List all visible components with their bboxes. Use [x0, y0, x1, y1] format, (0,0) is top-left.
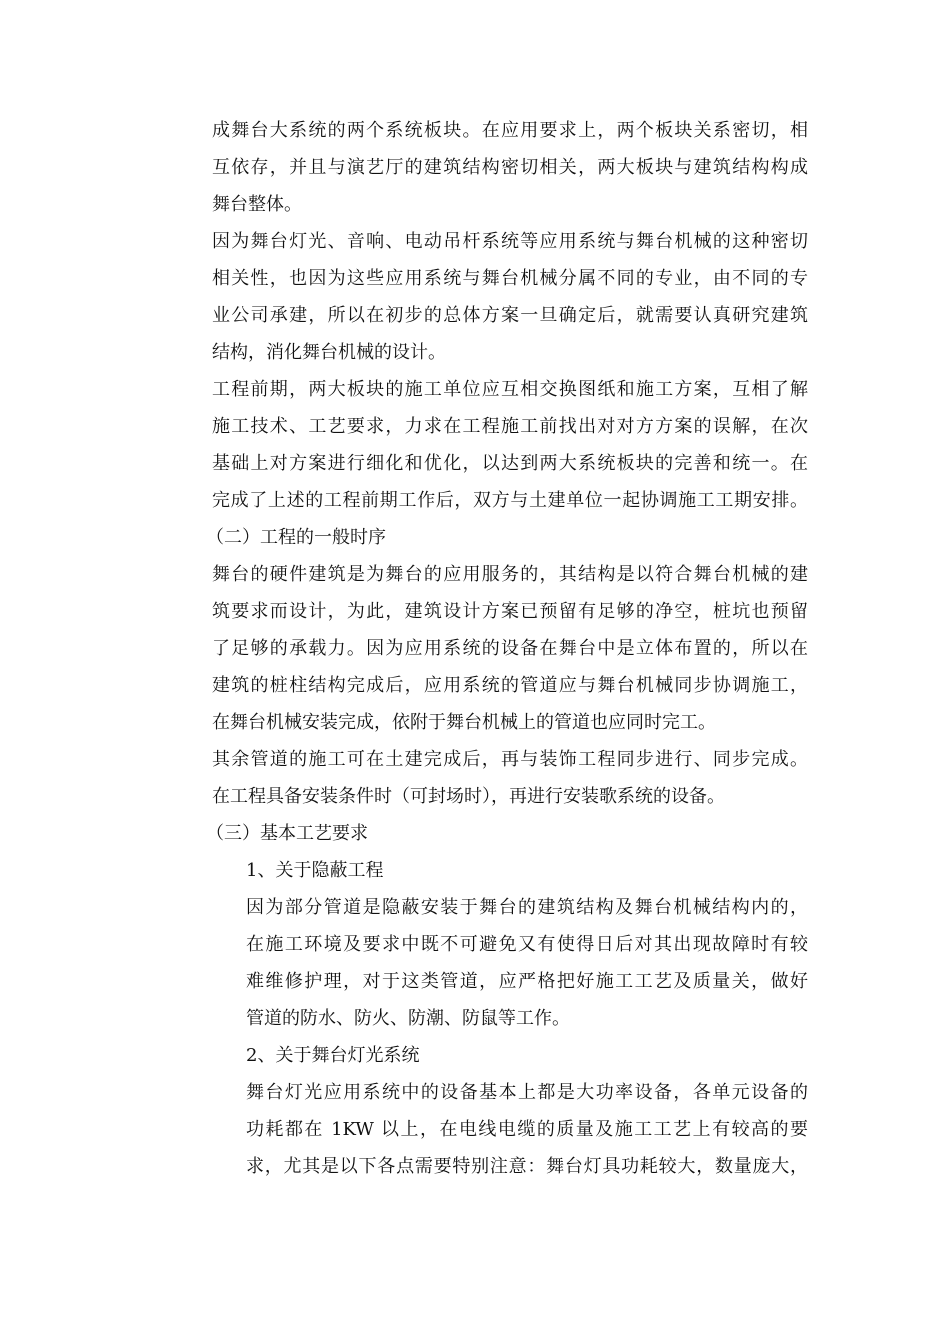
paragraph-line: 筑要求而设计，为此，建筑设计方案已预留有足够的净空，桩坑也预留: [212, 601, 808, 622]
subsection-heading: 1、关于隐蔽工程: [246, 860, 384, 881]
paragraph-line: 基础上对方案进行细化和优化，以达到两大系统板块的完善和统一。在: [212, 453, 808, 474]
paragraph-line: 工程前期，两大板块的施工单位应互相交换图纸和施工方案，互相了解: [212, 379, 808, 400]
paragraph-line: 因为部分管道是隐蔽安装于舞台的建筑结构及舞台机械结构内的，: [246, 897, 808, 918]
paragraph-line: 结构，消化舞台机械的设计。: [212, 342, 446, 363]
paragraph-line: 施工技术、工艺要求，力求在工程施工前找出对对方方案的误解，在次: [212, 416, 808, 437]
paragraph-line: 成舞台大系统的两个系统板块。在应用要求上，两个板块关系密切，相: [212, 120, 808, 141]
paragraph-line: 功耗都在 1KW 以上，在电线电缆的质量及施工工艺上有较高的要: [246, 1119, 808, 1140]
section-heading: （二）工程的一般时序: [206, 527, 386, 548]
paragraph-line: 难维修护理，对于这类管道，应严格把好施工工艺及质量关，做好: [246, 971, 808, 992]
paragraph-line: 舞台整体。: [212, 194, 302, 215]
paragraph-line: 管道的防水、防火、防潮、防鼠等工作。: [246, 1008, 570, 1029]
paragraph-line: 了足够的承载力。因为应用系统的设备在舞台中是立体布置的，所以在: [212, 638, 808, 659]
section-heading: （三）基本工艺要求: [206, 823, 368, 844]
paragraph-line: 求，尤其是以下各点需要特别注意：舞台灯具功耗较大，数量庞大，: [246, 1156, 808, 1177]
paragraph-line: 建筑的桩柱结构完成后，应用系统的管道应与舞台机械同步协调施工，: [212, 675, 808, 696]
paragraph-line: 舞台灯光应用系统中的设备基本上都是大功率设备，各单元设备的: [246, 1082, 808, 1103]
paragraph-line: 因为舞台灯光、音响、电动吊杆系统等应用系统与舞台机械的这种密切: [212, 231, 808, 252]
paragraph-line: 互依存，并且与演艺厅的建筑结构密切相关，两大板块与建筑结构构成: [212, 157, 808, 178]
paragraph-line: 完成了上述的工程前期工作后，双方与土建单位一起协调施工工期安排。: [212, 490, 808, 511]
paragraph-line: 相关性，也因为这些应用系统与舞台机械分属不同的专业，由不同的专: [212, 268, 808, 289]
paragraph-line: 舞台的硬件建筑是为舞台的应用服务的，其结构是以符合舞台机械的建: [212, 564, 808, 585]
paragraph-line: 在施工环境及要求中既不可避免又有使得日后对其出现故障时有较: [246, 934, 808, 955]
subsection-heading: 2、关于舞台灯光系统: [246, 1045, 420, 1066]
paragraph-line: 其余管道的施工可在土建完成后，再与装饰工程同步进行、同步完成。: [212, 749, 808, 770]
paragraph-line: 在舞台机械安装完成，依附于舞台机械上的管道也应同时完工。: [212, 712, 716, 733]
paragraph-line: 在工程具备安装条件时（可封场时），再进行安装歌系统的设备。: [212, 786, 725, 807]
paragraph-line: 业公司承建，所以在初步的总体方案一旦确定后，就需要认真研究建筑: [212, 305, 808, 326]
